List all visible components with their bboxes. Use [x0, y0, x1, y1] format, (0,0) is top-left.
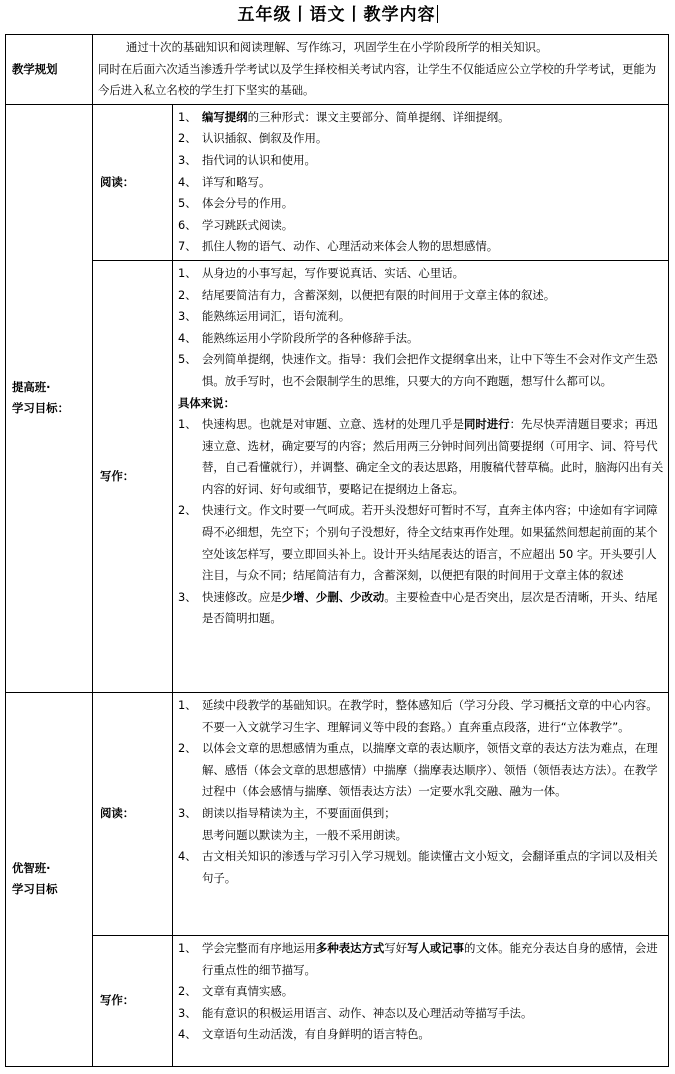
list-item: 3、 能熟练运用词汇，语句流利。: [178, 309, 351, 324]
specific-heading: 具体来说：: [178, 395, 235, 410]
list-item: 2、 以体会文章的思想感情为重点，以揣摩文章的表达顺序，领悟文章的表达方法为难点，在理解、感悟（体会文章的思想感情）中揣摩（揣摩表达顺序）、领悟（领悟表达方法）。在教学过程中（体会感情与揣摩、领悟表达方法）一定要水乳交融、融为一体。: [178, 741, 658, 799]
teaching-plan-label: 教学规划: [6, 35, 93, 105]
list-item: 3、 朗读以指导精读为主，不要面面俱到；: [178, 805, 396, 820]
list-item-continuation: 思考问题以默读为主，一般不采用朗读。: [202, 827, 408, 842]
superior-class-label: [6, 692, 93, 1066]
text-cursor: [437, 5, 438, 23]
advanced-reading-row: [6, 104, 669, 260]
list-item: 6、 学习跳跃式阅读。: [178, 217, 294, 232]
list-item: 1、 编写提纲的三种形式：课文主要部分、简单提纲、详细提纲。: [178, 109, 510, 124]
teaching-plan-content: [93, 35, 669, 105]
list-item: 3、 指代词的认识和使用。: [178, 152, 316, 167]
superior-reading-label: 阅读：: [93, 692, 173, 935]
list-item: 2、 认识插叙、倒叙及作用。: [178, 131, 328, 146]
advanced-label-line-1: 提高班·: [12, 379, 51, 394]
superior-writing-content: [173, 935, 669, 1066]
list-item: 4、 古文相关知识的渗透与学习引入学习规划。能读懂古文小短文，会翻译重点的字词以及相关句子。: [178, 849, 658, 885]
list-item: 4、 文章语句生动活泼，有自身鲜明的语言特色。: [178, 1027, 430, 1042]
list-item: 1、 从身边的小事写起，写作要说真话、实话、心里话。: [178, 265, 464, 280]
list-item: 1、 延续中段教学的基础知识。在教学时，整体感知后（学习分段、学习概括文章的中心内容。不要一入文就学习生字、理解词义等中段的套路。）直奔重点段落，进行“立体教学”。: [178, 697, 658, 734]
advanced-writing-label: 写作：: [93, 260, 173, 692]
superior-reading-content: [173, 692, 669, 935]
list-item: 1、 快速构思。也就是对审题、立意、选材的处理几乎是同时进行：先尽快弄清题目要求；再迅速立意、选材，确定要写的内容；然后用两三分钟时间列出简要提纲（可用字、词、符号代替，自己看懂就行），并调整、确定全文的表达思路，用腹稿代替草稿。此时，脑海闪出有关内容的好词、好句或细节，要略记在提纲边上备忘。: [178, 417, 664, 496]
advanced-writing-content: [173, 260, 669, 692]
superior-writing-row: [6, 935, 669, 1066]
list-item: 1、 学会完整而有序地运用多种表达方式写好写人或记事的文体。能充分表达自身的感情，会进行重点性的细节描写。: [178, 940, 658, 977]
list-item: 4、 能熟练运用小学阶段所学的各种修辞手法。: [178, 330, 419, 345]
list-item: 5、 会列简单提纲，快速作文。指导：我们会把作文提纲拿出来，让中下等生不会对作文产生恐惧。放手写时，也不会限制学生的思维，只要大的方向不跑题，想写什么都可以。: [178, 352, 658, 388]
list-item: 2、 结尾要简洁有力，含蓄深刻，以便把有限的时间用于文章主体的叙述。: [178, 287, 556, 302]
plan-line-2: 同时在后面六次适当渗透升学考试以及学生择校相关考试内容，让学生不仅能适应公立学校的升学考试，更能为今后进入私立名校的学生打下坚实的基础。: [98, 61, 657, 98]
teaching-plan-row: [6, 35, 669, 105]
list-item: 7、 抓住人物的语气、动作、心理活动来体会人物的思想感情。: [178, 239, 499, 254]
superior-label-line-2: 学习目标: [12, 882, 58, 897]
advanced-label-line-2: 学习目标：: [12, 401, 69, 416]
list-item: 3、 能有意识的积极运用语言、动作、神态以及心理活动等描写手法。: [178, 1005, 533, 1020]
page-title: [0, 2, 675, 28]
advanced-class-label: [6, 104, 93, 692]
advanced-reading-content: [173, 104, 669, 260]
plan-line-1: 通过十次的基础知识和阅读理解、写作练习，巩固学生在小学阶段所学的相关知识。: [126, 40, 548, 54]
superior-reading-row: [6, 692, 669, 935]
list-item: 5、 体会分号的作用。: [178, 196, 294, 211]
advanced-writing-row: [6, 260, 669, 692]
page-title-text: 五年级丨语文丨教学内容: [237, 5, 436, 25]
list-item: 3、 快速修改。应是少增、少删、少改动。主要检查中心是否突出，层次是否清晰，开头、结尾是否简明扣题。: [178, 589, 658, 626]
list-item: 2、 快速行文。作文时要一气呵成。若开头没想好可暂时不写，直奔主体内容；中途如有字词障碍不必细想，先空下；个别句子没想好，待全文结束再作处理。如果猛然间想起前面的某个空处该怎样写，要立即回头补上。设计开头结尾表达的语言，不应超出 50 字。开头要引人注目，与众不同；结尾简洁有力，含蓄深刻，以便把有限的时间用于文章主体的叙述: [178, 503, 658, 583]
superior-writing-label: 写作：: [93, 935, 173, 1066]
list-item: 2、 文章有真情实感。: [178, 984, 294, 999]
advanced-reading-label: 阅读：: [93, 104, 173, 260]
superior-label-line-1: 优智班·: [12, 860, 51, 875]
teaching-content-table: [5, 34, 669, 1067]
list-item: 4、 详写和略写。: [178, 174, 271, 189]
